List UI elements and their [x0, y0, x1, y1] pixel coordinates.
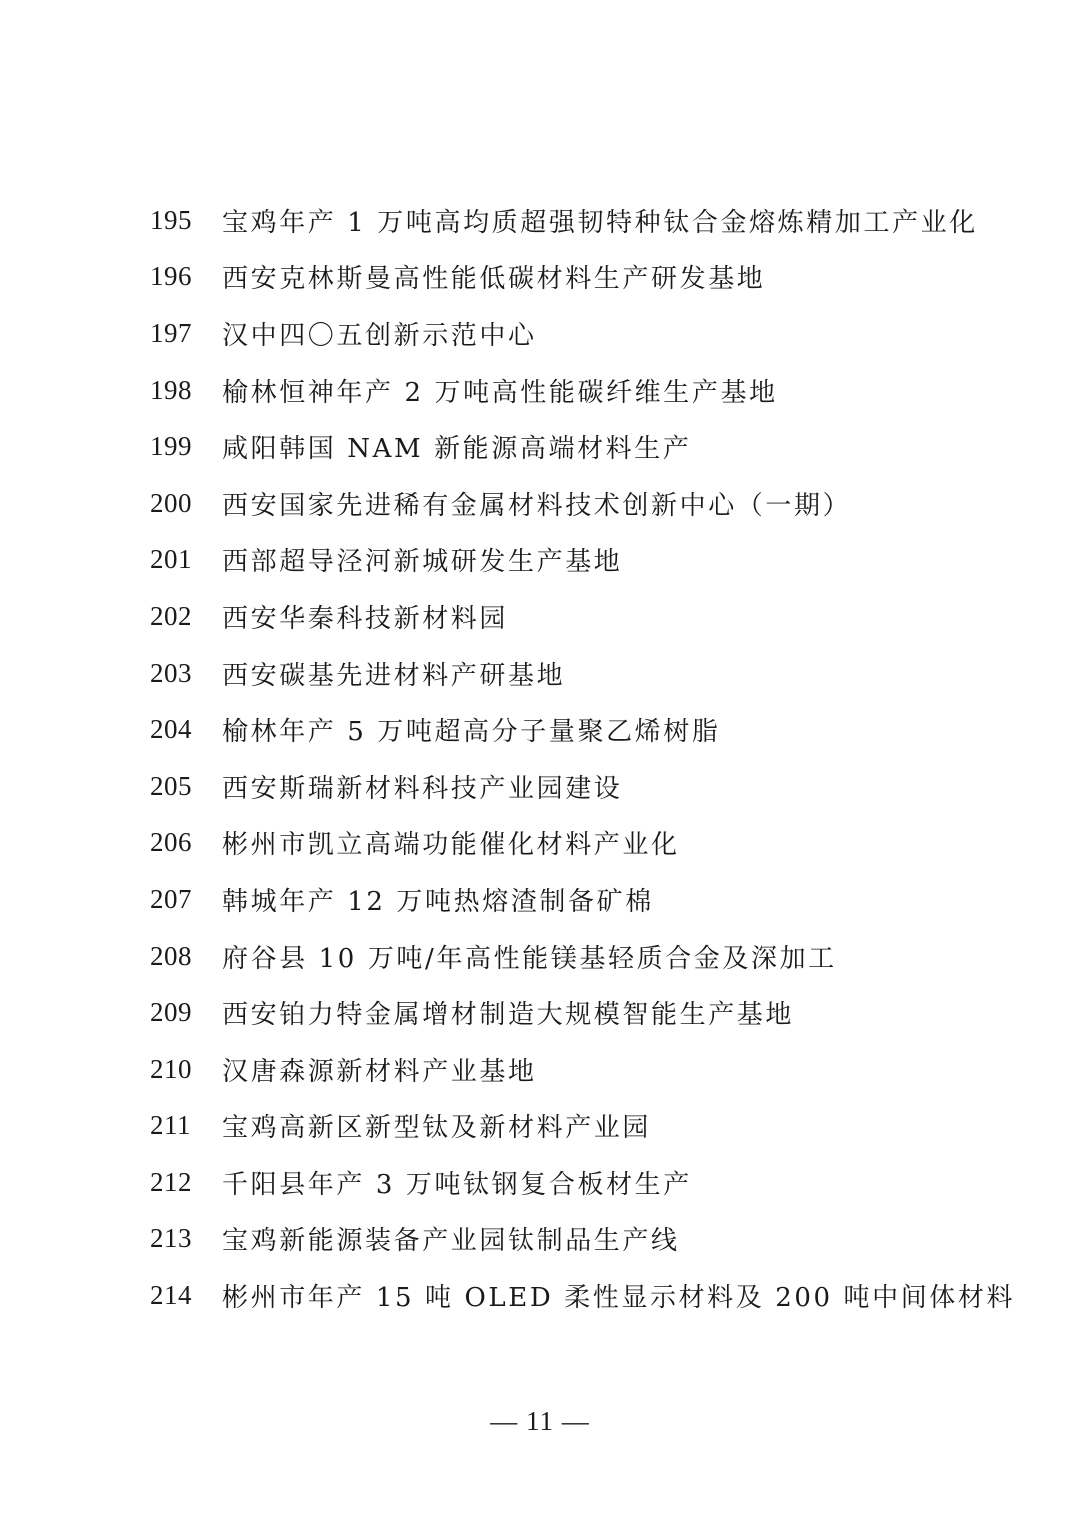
item-text: 榆林年产 5 万吨超高分子量聚乙烯树脂	[222, 717, 721, 748]
item-number: 202	[150, 600, 192, 631]
item-number: 199	[150, 431, 192, 462]
item-text: 宝鸡新能源装备产业园钛制品生产线	[222, 1226, 680, 1257]
list-item	[150, 984, 1030, 1041]
item-number: 203	[150, 657, 192, 688]
list-item	[150, 701, 1030, 758]
list-item	[150, 305, 1030, 362]
item-text: 彬州市凯立高端功能催化材料产业化	[222, 830, 680, 861]
item-text: 西安华秦科技新材料园	[222, 603, 509, 634]
item-number: 195	[150, 204, 192, 235]
list-item	[150, 1098, 1030, 1155]
list-item	[150, 418, 1030, 475]
list-item	[150, 192, 1030, 249]
list-item	[150, 588, 1030, 645]
item-number: 204	[150, 714, 192, 745]
item-number: 196	[150, 261, 192, 292]
item-number: 198	[150, 374, 192, 405]
item-text: 榆林恒神年产 2 万吨高性能碳纤维生产基地	[222, 377, 778, 408]
item-number: 208	[150, 940, 192, 971]
item-text: 咸阳韩国 NAM 新能源高端材料生产	[222, 434, 692, 465]
list-item	[150, 758, 1030, 815]
list-item	[150, 1041, 1030, 1098]
item-number: 207	[150, 883, 192, 914]
item-text: 宝鸡高新区新型钛及新材料产业园	[222, 1113, 652, 1144]
item-text: 西安克林斯曼高性能低碳材料生产研发基地	[222, 264, 766, 295]
item-number: 212	[150, 1166, 192, 1197]
item-number: 210	[150, 1053, 192, 1084]
item-number: 213	[150, 1223, 192, 1254]
item-text: 韩城年产 12 万吨热熔渣制备矿棉	[222, 886, 654, 917]
item-text: 西安斯瑞新材料科技产业园建设	[222, 773, 623, 804]
item-number: 206	[150, 827, 192, 858]
page-number: — 11 —	[490, 1406, 590, 1436]
item-number: 214	[150, 1280, 192, 1311]
list-item	[150, 1211, 1030, 1268]
item-number: 201	[150, 544, 192, 575]
item-number: 209	[150, 997, 192, 1028]
item-text: 彬州市年产 15 吨 OLED 柔性显示材料及 200 吨中间体材料	[222, 1283, 1016, 1314]
item-number: 211	[150, 1110, 191, 1141]
item-text: 宝鸡年产 1 万吨高均质超强韧特种钛合金熔炼精加工产业化	[222, 207, 978, 238]
item-text: 汉唐森源新材料产业基地	[222, 1056, 537, 1087]
list-item	[150, 1267, 1030, 1324]
list-item	[150, 362, 1030, 419]
item-text: 汉中四〇五创新示范中心	[222, 320, 537, 351]
list-item	[150, 249, 1030, 306]
item-text: 西安铂力特金属增材制造大规模智能生产基地	[222, 1000, 795, 1031]
project-list	[150, 192, 1030, 1324]
item-text: 西安碳基先进材料产研基地	[222, 660, 566, 691]
list-item	[150, 871, 1030, 928]
list-item	[150, 645, 1030, 702]
item-text: 府谷县 10 万吨/年高性能镁基轻质合金及深加工	[222, 943, 837, 974]
item-text: 西安国家先进稀有金属材料技术创新中心（一期）	[222, 490, 852, 521]
list-item	[150, 532, 1030, 589]
item-text: 西部超导泾河新城研发生产基地	[222, 547, 623, 578]
list-item	[150, 928, 1030, 985]
item-number: 197	[150, 317, 192, 348]
list-item	[150, 475, 1030, 532]
list-item	[150, 1154, 1030, 1211]
list-item	[150, 815, 1030, 872]
item-number: 200	[150, 487, 192, 518]
item-text: 千阳县年产 3 万吨钛钢复合板材生产	[222, 1169, 692, 1200]
item-number: 205	[150, 770, 192, 801]
